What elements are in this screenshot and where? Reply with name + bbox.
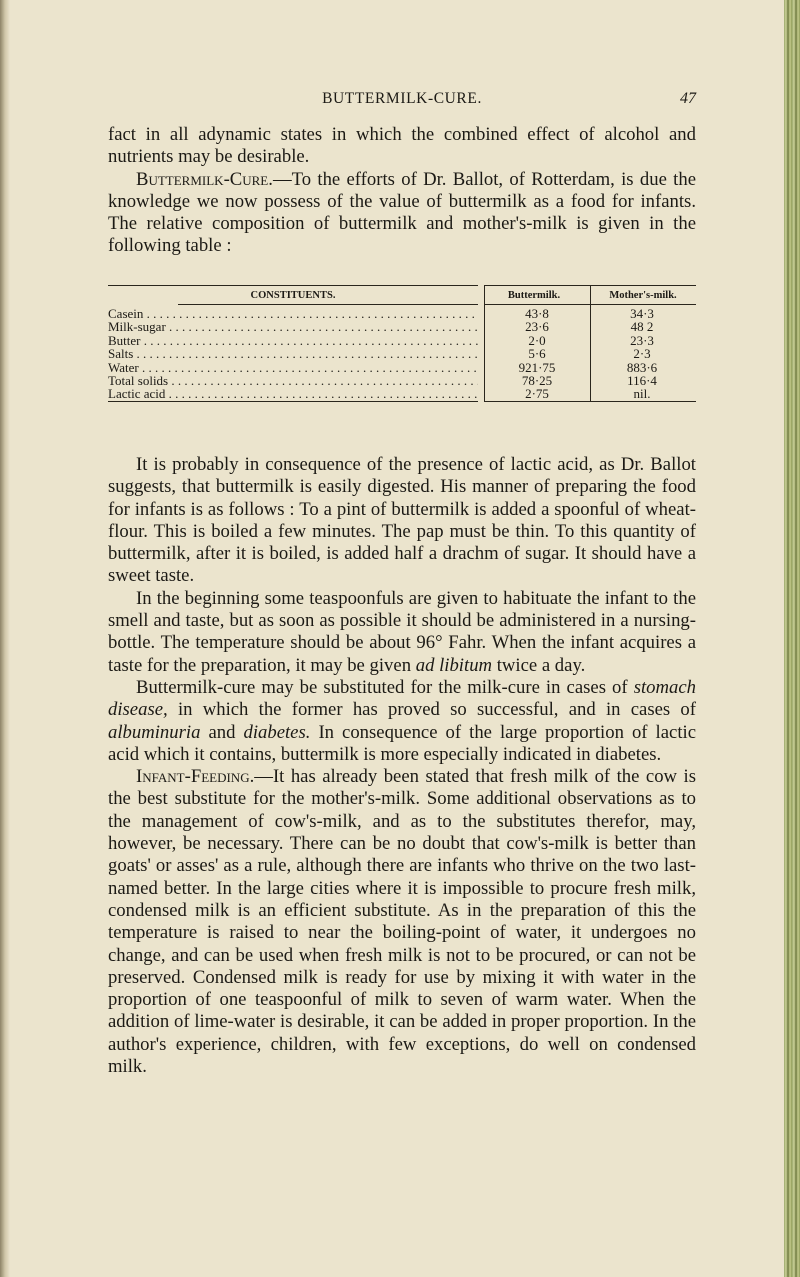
table-cell-buttermilk: 43·8 bbox=[525, 306, 549, 321]
table-cell-buttermilk: 921·75 bbox=[518, 359, 556, 375]
paragraph-text: —To the efforts of Dr. Ballot, of Rotterdam, is due the knowledge we now possess of the value of buttermilk as a food for infants. The relative composition of buttermilk and mother's-milk is given in the following table : bbox=[108, 168, 696, 257]
paragraph-continuation: fact in all adynamic states in which the combined effect of alcohol and nutrients may be desirable. bbox=[108, 124, 696, 168]
paragraph-text: —It has already been stated that fresh milk of the cow is the best substitute for the mother's-milk. Some additional observations as to the management of cow's-milk, and as to the substitutes therefor, may, however, be necessary. There can be no doubt that cow's-milk is better than goats' or asses' as a rule, although there are infants who thrive on the two last-named better. In the large cities where it is impossible to procure fresh milk, condensed milk is an efficient substitute. As in the preparation of this the temperature is raised to near the boiling-point of water, it undergoes no change, and can be used when fresh milk is not to be procured, or can not be preserved. Condensed milk is ready for use by mixing it with water in the proportion of one teaspoonful of milk to seven of warm water. When the addition of lime-water is desirable, it can be added in proper proportion. In the author's experience, children, with few exceptions, do well on condensed milk. bbox=[108, 766, 696, 1078]
table-header-buttermilk: Buttermilk. bbox=[507, 290, 561, 301]
italic-term: stomach disease, bbox=[108, 676, 696, 721]
table-row-label: Milk-sugar . . . bbox=[108, 320, 478, 333]
italic-term: diabetes. bbox=[243, 721, 311, 743]
table-cell-buttermilk: 5·6 bbox=[528, 346, 546, 362]
paragraph-text: In the beginning some teaspoonfuls are given to habituate the infant to the smell and taste, but as soon as possible it should be administered in a nursing-bottle. The temperature should be about 96° Fahr. When the infant acquires a taste for the preparation, it may be given bbox=[108, 587, 696, 676]
table-cell-buttermilk: 23·6 bbox=[525, 319, 549, 335]
table-cell-mothers-milk: 116·4 bbox=[627, 373, 657, 388]
section-heading-buttermilk-cure: Buttermilk-Cure. bbox=[136, 168, 273, 190]
paragraph-lactic-acid: It is probably in consequence of the presence of lactic acid, as Dr. Ballot suggests, that buttermilk is easily digested. His manner of preparing the food for infants is as follows : To a pint of buttermilk is added a spoonful of wheat-flour. This is boiled a few minutes. The pap must be thin. To this quantity of buttermilk, after it is boiled, is added half a drachm of sugar. It should have a sweet taste. bbox=[108, 454, 696, 587]
table-cell-mothers-milk: 2·3 bbox=[633, 346, 651, 362]
table-header-mothers-milk: Mother's-milk. bbox=[609, 290, 677, 301]
page-edge-right bbox=[784, 0, 800, 1277]
page-number: 47 bbox=[680, 90, 696, 107]
running-head: BUTTERMILK-CURE. bbox=[322, 90, 482, 107]
table-cell-buttermilk: 78·25 bbox=[521, 373, 553, 388]
table-header-constituents: CONSTITUENTS. bbox=[250, 290, 336, 301]
table-cell-buttermilk: 2·0 bbox=[528, 332, 546, 348]
page-edge-left bbox=[0, 0, 10, 1277]
paragraph-text: in which the former has proved so successful, and in cases of bbox=[167, 699, 696, 721]
table-row-label: Salts . . . bbox=[108, 347, 478, 360]
paragraph-text: and bbox=[200, 721, 244, 743]
paragraph-buttermilk-cure bbox=[108, 169, 696, 258]
table-row-label: Casein . . . bbox=[108, 307, 478, 320]
composition-table-lower bbox=[108, 370, 696, 454]
table-cell-buttermilk: 2·75 bbox=[525, 386, 549, 402]
table-row-label: Butter . . . bbox=[108, 334, 478, 347]
paragraph-text: In consequence of the large proportion of lactic acid which it contains, buttermilk is more especially indicated in diabetes. bbox=[108, 721, 697, 765]
table-row-label: Total solids . . . bbox=[108, 374, 478, 387]
paragraph-nursing bbox=[108, 588, 696, 677]
table-row-label: Water . . . bbox=[108, 361, 478, 374]
table-cell-mothers-milk: 34·3 bbox=[630, 306, 654, 321]
table-cell-mothers-milk: 23·3 bbox=[630, 332, 654, 348]
text-block-top bbox=[108, 124, 696, 258]
section-heading-infant-feeding: Infant-Feeding. bbox=[136, 766, 255, 788]
table-cell-mothers-milk: 48 2 bbox=[630, 319, 654, 335]
italic-phrase: ad libitum bbox=[415, 654, 493, 676]
page-header bbox=[108, 90, 696, 114]
table-row-label: Lactic acid . . . bbox=[108, 387, 478, 400]
paragraph-infant-feeding bbox=[108, 766, 696, 1078]
paragraph-text: twice a day. bbox=[492, 654, 586, 676]
text-block-bottom bbox=[108, 454, 696, 1078]
italic-term: albuminuria bbox=[108, 721, 201, 743]
table-cell-mothers-milk: nil. bbox=[633, 386, 651, 402]
table-cell-mothers-milk: 883·6 bbox=[626, 359, 658, 375]
paragraph-text: Buttermilk-cure may be substituted for the milk-cure in cases of bbox=[136, 676, 634, 698]
table-top-rule-left bbox=[108, 285, 478, 286]
table-header-rule-left bbox=[178, 304, 478, 305]
paragraph-substitution bbox=[108, 677, 696, 766]
